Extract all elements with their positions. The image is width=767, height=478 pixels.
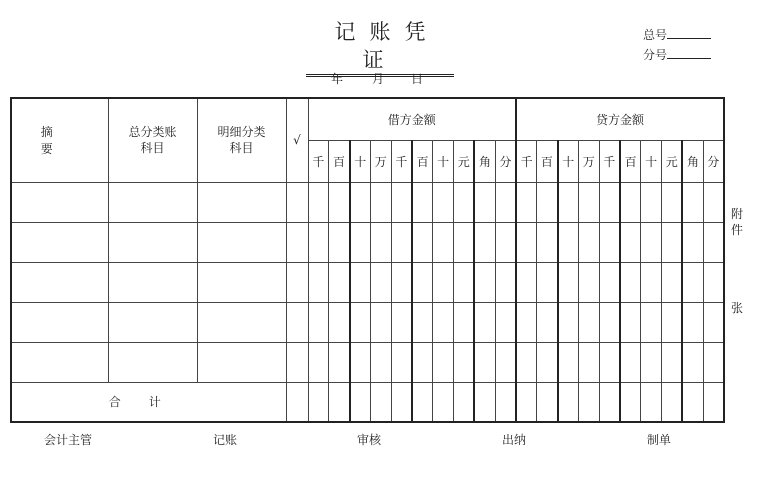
entry-debit-digit-cell[interactable] xyxy=(454,182,475,222)
credit-digit-header: 万 xyxy=(578,140,599,182)
detail-account-cell[interactable] xyxy=(197,182,286,222)
entry-debit-digit-cell[interactable] xyxy=(412,342,433,382)
check-cell[interactable] xyxy=(286,302,308,342)
entry-credit-digit-cell[interactable] xyxy=(641,182,662,222)
total-credit-digit-cell[interactable] xyxy=(703,382,724,422)
signature-cashier: 出纳 xyxy=(502,433,527,447)
check-header: √ xyxy=(286,98,308,182)
entry-debit-digit-cell[interactable] xyxy=(433,262,454,302)
entry-debit-digit-cell[interactable] xyxy=(495,182,516,222)
voucher-title: 记账凭证 xyxy=(306,18,454,77)
entry-credit-digit-cell[interactable] xyxy=(662,222,683,262)
entry-credit-digit-cell[interactable] xyxy=(620,302,641,342)
entry-credit-digit-cell[interactable] xyxy=(578,342,599,382)
entry-credit-digit-cell[interactable] xyxy=(641,262,662,302)
entry-credit-digit-cell[interactable] xyxy=(703,182,724,222)
entry-debit-digit-cell[interactable] xyxy=(350,262,371,302)
entry-credit-digit-cell[interactable] xyxy=(516,342,537,382)
detail-account-cell[interactable] xyxy=(197,302,286,342)
entry-rows xyxy=(11,182,724,382)
detail-account-cell[interactable] xyxy=(197,342,286,382)
entry-credit-digit-cell[interactable] xyxy=(662,182,683,222)
entry-debit-digit-cell[interactable] xyxy=(412,302,433,342)
entry-debit-digit-cell[interactable] xyxy=(495,222,516,262)
entry-debit-digit-cell[interactable] xyxy=(391,262,412,302)
credit-digit-header: 元 xyxy=(662,140,683,182)
entry-debit-digit-cell[interactable] xyxy=(495,302,516,342)
entry-credit-digit-cell[interactable] xyxy=(682,222,703,262)
general-account-cell[interactable] xyxy=(108,342,197,382)
entry-credit-digit-cell[interactable] xyxy=(662,262,683,302)
entry-credit-digit-cell[interactable] xyxy=(537,222,558,262)
entry-credit-digit-cell[interactable] xyxy=(537,262,558,302)
total-debit-digit-cell[interactable] xyxy=(329,382,350,422)
summary-cell[interactable] xyxy=(11,182,108,222)
entry-debit-digit-cell[interactable] xyxy=(350,342,371,382)
entry-debit-digit-cell[interactable] xyxy=(433,342,454,382)
entry-credit-digit-cell[interactable] xyxy=(516,182,537,222)
entry-credit-digit-cell[interactable] xyxy=(662,342,683,382)
entry-credit-digit-cell[interactable] xyxy=(620,222,641,262)
entry-debit-digit-cell[interactable] xyxy=(391,342,412,382)
debit-digit-header: 十 xyxy=(433,140,454,182)
entry-row xyxy=(11,262,724,302)
entry-credit-digit-cell[interactable] xyxy=(558,342,579,382)
credit-digit-header: 百 xyxy=(537,140,558,182)
total-debit-digit-cell[interactable] xyxy=(350,382,371,422)
debit-digit-header: 万 xyxy=(370,140,391,182)
entry-credit-digit-cell[interactable] xyxy=(578,262,599,302)
general-account-cell[interactable] xyxy=(108,302,197,342)
total-number-label: 总号 xyxy=(643,28,668,42)
debit-digit-header: 千 xyxy=(308,140,329,182)
sub-number-blank[interactable] xyxy=(667,48,711,59)
entry-credit-digit-cell[interactable] xyxy=(558,302,579,342)
entry-credit-digit-cell[interactable] xyxy=(599,262,620,302)
check-cell[interactable] xyxy=(286,222,308,262)
summary-cell[interactable] xyxy=(11,222,108,262)
entry-debit-digit-cell[interactable] xyxy=(474,222,495,262)
total-credit-digit-cell[interactable] xyxy=(558,382,579,422)
entry-credit-digit-cell[interactable] xyxy=(537,342,558,382)
total-credit-digit-cell[interactable] xyxy=(516,382,537,422)
total-credit-digit-cell[interactable] xyxy=(599,382,620,422)
debit-digit-header: 百 xyxy=(329,140,350,182)
total-debit-digit-cell[interactable] xyxy=(495,382,516,422)
detail-account-cell[interactable] xyxy=(197,222,286,262)
summary-cell[interactable] xyxy=(11,302,108,342)
credit-digit-header: 百 xyxy=(620,140,641,182)
entry-credit-digit-cell[interactable] xyxy=(599,302,620,342)
entry-debit-digit-cell[interactable] xyxy=(412,222,433,262)
entry-credit-digit-cell[interactable] xyxy=(641,302,662,342)
signature-preparer: 制单 xyxy=(647,433,672,447)
check-cell[interactable] xyxy=(286,262,308,302)
summary-cell[interactable] xyxy=(11,342,108,382)
total-credit-digit-cell[interactable] xyxy=(682,382,703,422)
general-account-cell[interactable] xyxy=(108,222,197,262)
debit-digit-header: 百 xyxy=(412,140,433,182)
entry-credit-digit-cell[interactable] xyxy=(641,342,662,382)
signature-reviewer: 审核 xyxy=(357,433,382,447)
entry-credit-digit-cell[interactable] xyxy=(682,182,703,222)
total-credit-digit-cell[interactable] xyxy=(620,382,641,422)
entry-credit-digit-cell[interactable] xyxy=(558,262,579,302)
signature-supervisor: 会计主管 xyxy=(44,433,93,447)
entry-debit-digit-cell[interactable] xyxy=(370,302,391,342)
entry-credit-digit-cell[interactable] xyxy=(703,342,724,382)
total-debit-digit-cell[interactable] xyxy=(412,382,433,422)
entry-credit-digit-cell[interactable] xyxy=(599,342,620,382)
entry-debit-digit-cell[interactable] xyxy=(412,182,433,222)
detail-account-cell[interactable] xyxy=(197,262,286,302)
total-number-field xyxy=(643,28,711,42)
entry-debit-digit-cell[interactable] xyxy=(433,222,454,262)
entry-credit-digit-cell[interactable] xyxy=(578,302,599,342)
entry-credit-digit-cell[interactable] xyxy=(682,302,703,342)
entry-credit-digit-cell[interactable] xyxy=(558,222,579,262)
total-debit-digit-cell[interactable] xyxy=(391,382,412,422)
total-debit-digit-cell[interactable] xyxy=(433,382,454,422)
entry-credit-digit-cell[interactable] xyxy=(599,222,620,262)
entry-credit-digit-cell[interactable] xyxy=(682,342,703,382)
date-year: 年 xyxy=(331,72,344,86)
attachment-label: 附 件 xyxy=(731,207,744,237)
total-credit-digit-cell[interactable] xyxy=(537,382,558,422)
entry-debit-digit-cell[interactable] xyxy=(412,262,433,302)
entry-credit-digit-cell[interactable] xyxy=(620,182,641,222)
entry-debit-digit-cell[interactable] xyxy=(350,222,371,262)
entry-debit-digit-cell[interactable] xyxy=(329,262,350,302)
debit-digit-header: 角 xyxy=(474,140,495,182)
entry-credit-digit-cell[interactable] xyxy=(578,182,599,222)
entry-row xyxy=(11,302,724,342)
entry-credit-digit-cell[interactable] xyxy=(558,182,579,222)
entry-credit-digit-cell[interactable] xyxy=(703,222,724,262)
general-account-cell[interactable] xyxy=(108,262,197,302)
entry-debit-digit-cell[interactable] xyxy=(474,182,495,222)
total-credit-digit-cell[interactable] xyxy=(641,382,662,422)
debit-amount-header: 借方金额 xyxy=(308,98,516,140)
entry-row xyxy=(11,342,724,382)
date-month: 月 xyxy=(372,72,385,86)
general-account-header: 总分类账 科目 xyxy=(108,98,197,182)
entry-row xyxy=(11,182,724,222)
entry-credit-digit-cell[interactable] xyxy=(537,302,558,342)
entry-credit-digit-cell[interactable] xyxy=(682,262,703,302)
entry-credit-digit-cell[interactable] xyxy=(641,222,662,262)
total-debit-digit-cell[interactable] xyxy=(454,382,475,422)
summary-header: 摘 要 xyxy=(11,98,108,182)
total-row xyxy=(11,382,724,422)
debit-digit-header: 元 xyxy=(454,140,475,182)
entry-debit-digit-cell[interactable] xyxy=(433,302,454,342)
total-debit-digit-cell[interactable] xyxy=(308,382,329,422)
entry-debit-digit-cell[interactable] xyxy=(308,262,329,302)
entry-debit-digit-cell[interactable] xyxy=(433,182,454,222)
total-label: 合计 xyxy=(11,382,286,422)
entry-credit-digit-cell[interactable] xyxy=(516,302,537,342)
credit-digit-header: 分 xyxy=(703,140,724,182)
general-account-cell[interactable] xyxy=(108,182,197,222)
entry-debit-digit-cell[interactable] xyxy=(329,222,350,262)
debit-digit-header: 千 xyxy=(391,140,412,182)
entry-debit-digit-cell[interactable] xyxy=(454,222,475,262)
entry-credit-digit-cell[interactable] xyxy=(516,262,537,302)
total-debit-digit-cell[interactable] xyxy=(474,382,495,422)
entry-debit-digit-cell[interactable] xyxy=(391,222,412,262)
voucher-table xyxy=(10,97,725,423)
debit-digit-header: 十 xyxy=(350,140,371,182)
entry-debit-digit-cell[interactable] xyxy=(370,342,391,382)
total-check-cell[interactable] xyxy=(286,382,308,422)
entry-debit-digit-cell[interactable] xyxy=(495,342,516,382)
entry-debit-digit-cell[interactable] xyxy=(391,302,412,342)
entry-credit-digit-cell[interactable] xyxy=(578,222,599,262)
check-cell[interactable] xyxy=(286,342,308,382)
entry-debit-digit-cell[interactable] xyxy=(308,222,329,262)
entry-debit-digit-cell[interactable] xyxy=(474,342,495,382)
entry-credit-digit-cell[interactable] xyxy=(662,302,683,342)
entry-debit-digit-cell[interactable] xyxy=(454,262,475,302)
entry-debit-digit-cell[interactable] xyxy=(350,302,371,342)
credit-amount-header: 贷方金额 xyxy=(516,98,724,140)
entry-debit-digit-cell[interactable] xyxy=(391,182,412,222)
entry-credit-digit-cell[interactable] xyxy=(516,222,537,262)
total-credit-digit-cell[interactable] xyxy=(578,382,599,422)
credit-digit-header: 十 xyxy=(641,140,662,182)
entry-debit-digit-cell[interactable] xyxy=(308,302,329,342)
entry-credit-digit-cell[interactable] xyxy=(703,262,724,302)
entry-debit-digit-cell[interactable] xyxy=(329,182,350,222)
credit-digit-header: 角 xyxy=(682,140,703,182)
entry-debit-digit-cell[interactable] xyxy=(454,302,475,342)
attachment-unit: 张 xyxy=(731,301,744,315)
entry-debit-digit-cell[interactable] xyxy=(329,342,350,382)
entry-credit-digit-cell[interactable] xyxy=(620,262,641,302)
entry-credit-digit-cell[interactable] xyxy=(599,182,620,222)
entry-credit-digit-cell[interactable] xyxy=(537,182,558,222)
debit-digit-header: 分 xyxy=(495,140,516,182)
entry-debit-digit-cell[interactable] xyxy=(350,182,371,222)
date-day: 日 xyxy=(411,72,424,86)
entry-debit-digit-cell[interactable] xyxy=(370,182,391,222)
entry-debit-digit-cell[interactable] xyxy=(454,342,475,382)
credit-digit-header: 千 xyxy=(599,140,620,182)
credit-digit-header: 十 xyxy=(558,140,579,182)
credit-digit-header: 千 xyxy=(516,140,537,182)
entry-debit-digit-cell[interactable] xyxy=(495,262,516,302)
entry-debit-digit-cell[interactable] xyxy=(474,302,495,342)
signature-bookkeeper: 记账 xyxy=(213,433,238,447)
entry-debit-digit-cell[interactable] xyxy=(474,262,495,302)
sub-number-field xyxy=(643,48,711,62)
entry-debit-digit-cell[interactable] xyxy=(308,342,329,382)
entry-row xyxy=(11,222,724,262)
entry-debit-digit-cell[interactable] xyxy=(370,262,391,302)
entry-credit-digit-cell[interactable] xyxy=(703,302,724,342)
entry-debit-digit-cell[interactable] xyxy=(308,182,329,222)
entry-debit-digit-cell[interactable] xyxy=(370,222,391,262)
sub-number-label: 分号 xyxy=(643,48,668,62)
total-credit-digit-cell[interactable] xyxy=(662,382,683,422)
total-number-blank[interactable] xyxy=(667,28,711,39)
total-debit-digit-cell[interactable] xyxy=(370,382,391,422)
entry-credit-digit-cell[interactable] xyxy=(620,342,641,382)
detail-account-header: 明细分类 科目 xyxy=(197,98,286,182)
summary-cell[interactable] xyxy=(11,262,108,302)
check-cell[interactable] xyxy=(286,182,308,222)
entry-debit-digit-cell[interactable] xyxy=(329,302,350,342)
